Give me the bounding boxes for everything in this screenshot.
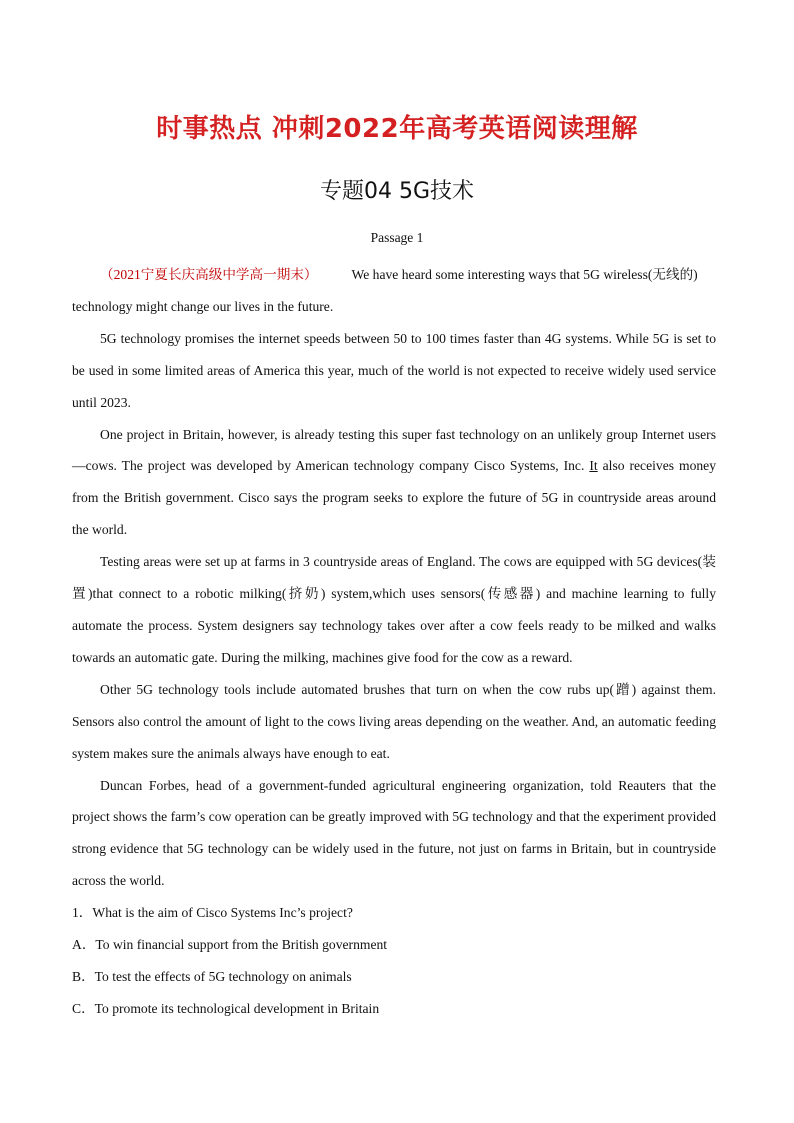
underlined-word: It (589, 458, 598, 474)
paragraph-3: Testing areas were set up at farms in 3 countryside areas of England. The cows are equipped with 5G devices(装置)that connect to a robotic milking(挤奶) system,which uses sensors(传感器) and machine learning to fully automate the process. System designers say technology takes over after a cow feels ready to be milked and walks towards an automatic gate. During the milking, machines give food for the cow as a reward. (72, 554, 716, 665)
question-stem: 1．What is the aim of Cisco Systems Inc’s project? (72, 905, 353, 921)
option-b: B．To test the effects of 5G technology on animals (72, 968, 352, 984)
intro-paragraph (72, 259, 716, 323)
paragraph-4: Other 5G technology tools include automated brushes that turn on when the cow rubs up(蹭) against them. Sensors also control the amount of light to the cows living areas depending on the weather. And, an automatic feeding system makes sure the animals always have enough to eat. (72, 681, 716, 761)
intro-text: We have heard some interesting ways that 5G wireless(无线的) technology might change our lives in the future. (72, 267, 698, 314)
option-c: C．To promote its technological development in Britain (72, 1000, 380, 1016)
paragraph-2: One project in Britain, however, is already testing this super fast technology on an unlikely group Internet users—cows. The project was developed by American technology company Cisco Systems, Inc. It also receives money from the British government. Cisco says the program seeks to explore the future of 5G in countryside areas around the world. (72, 426, 716, 538)
source-school: 宁夏长庆高级中学高一期末 (140, 267, 304, 282)
paragraph-1: 5G technology promises the internet speeds between 50 to 100 times faster than 4G systems. While 5G is set to be used in some limited areas of America this year, much of the world is not expected to receive widely used service until 2023. (72, 330, 716, 410)
source-citation: （2021宁夏长庆高级中学高一期末） (100, 267, 318, 282)
passage-label: Passage 1 (370, 230, 424, 245)
page-title: 时事热点 冲刺2022年高考英语阅读理解 (156, 114, 638, 144)
source-year: 2021 (113, 267, 141, 282)
paragraph-5: Duncan Forbes, head of a government-funded agricultural engineering organization, told Reauters that the project shows the farm’s cow operation can be greatly improved with 5G technology and that the experiment provided strong evidence that 5G technology can be widely used in the future, not just on farms in Britain, but in countryside across the world. (72, 777, 716, 889)
option-a: A．To win financial support from the British government (72, 937, 388, 953)
page-subtitle: 专题04 5G技术 (319, 179, 475, 204)
passage-body (72, 259, 716, 1025)
